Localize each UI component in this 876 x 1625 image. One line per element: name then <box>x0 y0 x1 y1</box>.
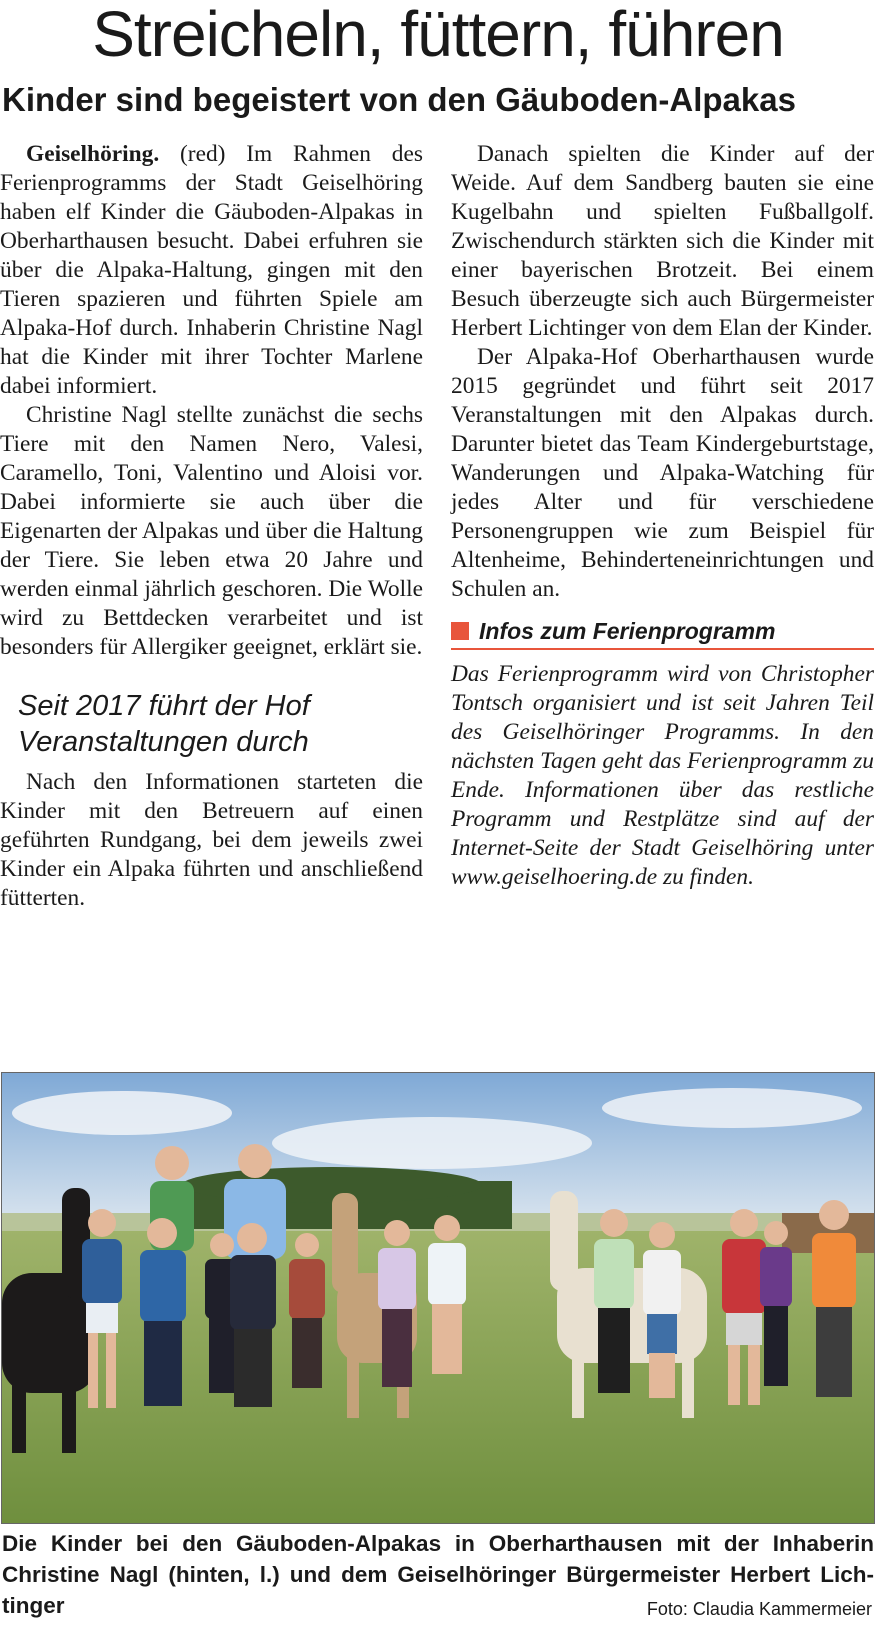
article-paragraph-2: Christine Nagl stellte zunächst die sechs Tiere mit den Namen Nero, Valesi, Caramello, Toni, Valentino und Aloisi vor. Dabei informierte sie auch über die Eigenarten der Alpakas und über die Haltung der Tiere. Sie leben etwa 20 Jahre und werden einmal jährlich geschoren. Die Wolle wird zu Bettdecken verarbeitet und ist besonders für Allergiker geeignet, erklärt sie. <box>0 402 423 660</box>
article-column-right <box>451 140 874 892</box>
article-paragraph-5: Der Alpaka-Hof Oberharthausen wurde 2015 gegründet und führt seit 2017 Veranstaltungen mit den Alpakas durch. Darunter bietet das Team Kindergeburtstage, Wanderungen und Alpaka-Watching für jedes Alter und für verschiedene Personengruppen wie zum Beispiel für Altenheime, Behinderteneinrichtungen und Schulen an. <box>451 344 874 602</box>
dateline: Geiselhöring. <box>26 141 160 167</box>
photo-caption: Die Kinder bei den Gäuboden-Alpakas in Oberharthausen mit der Inhaberin Christine Nagl (hinten, l.) und dem Geiselhöringer Bürgermeister Herbert Lichtinger <box>2 1531 874 1618</box>
article-column-left <box>0 140 423 913</box>
group-photo <box>1 1072 875 1524</box>
infobox-title-text: Infos zum Ferienprogramm <box>479 618 776 644</box>
infobox-text: Das Ferienprogramm wird von Christopher Tontsch organisiert und ist seit Jahren Teil des Geiselhöringer Programms. In den nächsten Tagen geht das Ferienprogramm zu Ende. Informationen über das restliche Programm und Restplätze sind auf der Internet-Seite der Stadt Geiselhöring unter www.geiselhoering.de zu finden. <box>451 661 874 890</box>
subheadline: Kinder sind begeistert von den Gäuboden-Alpakas <box>2 81 796 118</box>
headline: Streicheln, füttern, führen <box>92 0 784 70</box>
infobox-title <box>451 616 874 650</box>
square-marker-icon <box>451 622 469 640</box>
article-paragraph-4: Danach spielten die Kinder auf der Weide. Auf dem Sandberg bauten sie eine Kugelbahn und spielten Fußballgolf. Zwischendurch stärkten sich die Kinder mit einer bayerischen Brotzeit. Bei einem Besuch überzeugte sich auch Bürgermeister Herbert Lichtinger von dem Elan der Kinder. <box>451 141 874 341</box>
interhead: Seit 2017 führt der Hof Veranstaltungen durch <box>18 690 310 758</box>
article-paragraph-1 <box>0 140 423 401</box>
group-photo-illustration <box>2 1073 874 1523</box>
paragraph-1-text: (red) Im Rahmen des Ferienprogramms der Stadt Geiselhöring haben elf Kinder die Gäuboden-Alpakas in Oberharthausen besucht. Dabei erfuhren sie über die Alpaka-Haltung, gingen mit den Tieren spazieren und führten Spiele am Alpaka-Hof durch. Inhaberin Christine Nagl hat die Kinder mit ihrer Tochter Marlene dabei informiert. <box>0 141 423 399</box>
photo-credit: Foto: Claudia Kammermeier <box>646 1599 872 1619</box>
article-paragraph-3: Nach den Informationen starteten die Kinder mit den Betreuern auf einen geführten Rundgang, bei dem jeweils zwei Kinder ein Alpaka führten und anschließend fütterten. <box>0 769 423 911</box>
